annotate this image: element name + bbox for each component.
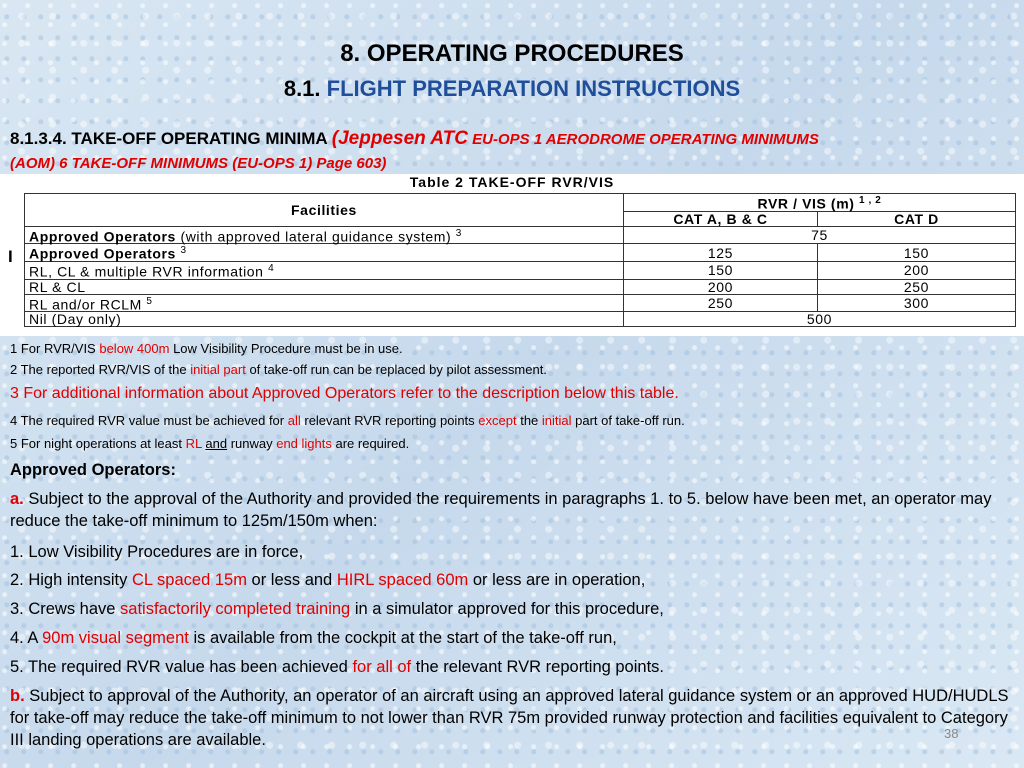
paragraph-a-label: a. xyxy=(10,490,24,508)
table-row xyxy=(25,279,1016,294)
facility-cell xyxy=(25,244,624,262)
condition-2: 2. High intensity CL spaced 15m or less and HIRL spaced 60m or less are in operation, xyxy=(10,571,646,589)
heading-ref-line1: EU-OPS 1 AERODROME OPERATING MINIMUMS xyxy=(467,131,819,148)
footnote-4: 4 The required RVR value must be achieved for all relevant RVR reporting points except the initial part of take-off run. xyxy=(10,413,685,428)
footnote-1: 1 For RVR/VIS below 400m Low Visibility Procedure must be in use. xyxy=(10,341,403,356)
approved-operators-heading: Approved Operators: xyxy=(10,461,176,479)
table-caption: Table 2 TAKE-OFF RVR/VIS xyxy=(409,174,615,190)
subtitle-text: FLIGHT PREPARATION INSTRUCTIONS xyxy=(326,76,741,101)
page-title: 8. OPERATING PROCEDURES xyxy=(340,40,684,67)
rvr-cat-d-cell: 200 xyxy=(818,261,1016,279)
rvr-cat-d-cell: 150 xyxy=(818,244,1016,262)
table-row xyxy=(25,312,1016,327)
table-header-row xyxy=(25,194,1016,212)
rvr-merged-cell: 500 xyxy=(624,312,1016,327)
table-row xyxy=(25,226,1016,244)
page-subtitle xyxy=(0,76,1024,102)
facility-cell xyxy=(25,312,624,327)
rvr-cat-abc-cell: 150 xyxy=(624,261,818,279)
heading-jeppesen: Jeppesen ATC xyxy=(338,128,468,149)
paragraph-a xyxy=(10,488,1015,532)
paragraph-b-label: b. xyxy=(10,687,25,705)
footnote-5: 5 For night operations at least RL and runway end lights are required. xyxy=(10,436,410,451)
facility-cell xyxy=(25,279,624,294)
rvr-cat-abc-cell: 200 xyxy=(624,279,818,294)
heading-ref-line2: (AOM) 6 TAKE-OFF MINIMUMS (EU-OPS 1) Page 603) xyxy=(10,155,387,172)
paragraph-b xyxy=(10,685,1015,751)
rvr-cat-d-cell: 300 xyxy=(818,294,1016,312)
rvr-cat-abc-cell: 125 xyxy=(624,244,818,262)
takeoff-rvr-table xyxy=(24,193,1016,327)
stray-mark: I xyxy=(8,247,13,266)
header-cat-abc: CAT A, B & C xyxy=(624,211,818,226)
table-row xyxy=(25,244,1016,262)
header-rvr-label: RVR / VIS (m) xyxy=(757,195,855,212)
facility-cell xyxy=(25,226,624,244)
section-heading-main: 8.1.3.4. TAKE-OFF OPERATING MINIMA xyxy=(10,129,328,148)
header-rvr xyxy=(624,194,1016,212)
section-heading xyxy=(10,127,1015,175)
heading-paren: ( xyxy=(331,128,339,149)
paragraph-b-text: Subject to approval of the Authority, an operator of an aircraft using an approved lateral guidance system or an approved HUD/HUDLS for take-off may reduce the take-off minimum to not lower than RVR 75m provided runway protection and facilities equivalent to Category III landing operations are available. xyxy=(10,687,1009,749)
table-row xyxy=(25,261,1016,279)
facility-text: Nil (Day only) xyxy=(29,311,122,328)
page-number: 38 xyxy=(944,726,959,741)
facility-cell xyxy=(25,261,624,279)
facility-text: (with approved lateral guidance system) xyxy=(175,228,452,245)
condition-1: 1. Low Visibility Procedures are in force, xyxy=(10,543,304,561)
table-row xyxy=(25,294,1016,312)
facility-cell xyxy=(25,294,624,312)
facility-bold: Approved Operators xyxy=(29,228,176,245)
condition-5: 5. The required RVR value has been achieved for all of the relevant RVR reporting points. xyxy=(10,658,664,676)
header-facilities: Facilities xyxy=(25,194,624,227)
takeoff-table-panel xyxy=(0,174,1024,336)
subtitle-number: 8.1. xyxy=(283,76,321,101)
rvr-cat-d-cell: 250 xyxy=(818,279,1016,294)
rvr-merged-cell: 75 xyxy=(624,226,1016,244)
header-rvr-sup: 1 , 2 xyxy=(859,195,882,206)
condition-3: 3. Crews have satisfactorily completed training in a simulator approved for this procedure, xyxy=(10,600,664,618)
footnote-2: 2 The reported RVR/VIS of the initial part of take-off run can be replaced by pilot assessment. xyxy=(10,362,547,377)
rvr-cat-abc-cell: 250 xyxy=(624,294,818,312)
facility-text: RL, CL & multiple RVR information xyxy=(29,263,264,280)
facility-sup: 3 xyxy=(180,245,187,257)
facility-sup: 3 xyxy=(455,227,462,239)
paragraph-a-text: Subject to the approval of the Authority and provided the requirements in paragraphs 1. to 5. below have been met, an operator may reduce the take-off minimum to 125m/150m when: xyxy=(10,490,992,530)
header-cat-d: CAT D xyxy=(818,211,1016,226)
facility-text: RL and/or RCLM xyxy=(29,296,142,313)
facility-sup: 4 xyxy=(268,262,275,274)
facility-text: RL & CL xyxy=(29,278,86,295)
footnote-3: 3 For additional information about Approved Operators refer to the description below this table. xyxy=(10,385,679,402)
facility-sup: 5 xyxy=(146,295,153,307)
condition-4: 4. A 90m visual segment is available from the cockpit at the start of the take-off run, xyxy=(10,629,617,647)
facility-bold: Approved Operators xyxy=(29,245,176,262)
